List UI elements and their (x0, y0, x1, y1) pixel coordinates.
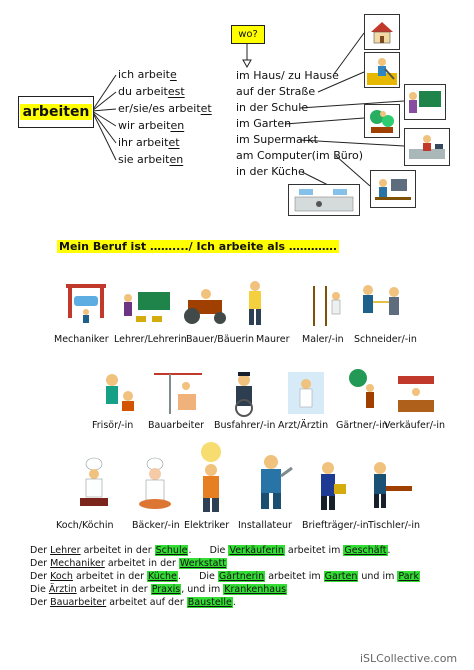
place-item: in der Küche (236, 165, 305, 178)
street-worker-picture (364, 52, 400, 88)
job-label: Elektriker (184, 520, 230, 531)
place-item: im Supermarkt (236, 133, 318, 146)
sentence: Der Mechaniker arbeitet in der Werkstatt (30, 558, 226, 569)
place-item: im Garten (236, 117, 292, 130)
kitchen-icon (289, 185, 359, 215)
house-icon (365, 15, 399, 49)
street-worker-icon (365, 53, 399, 87)
sentence: Der Bauarbeiter arbeitet auf der Baustelle. (30, 597, 236, 608)
job-label: Maler/-in (302, 334, 344, 345)
places-list (236, 68, 363, 180)
place-item: am Computer(im Büro) (236, 149, 364, 162)
conjugation-row: ihr arbeitet (118, 136, 180, 149)
wo-question-box: wo? (231, 25, 265, 44)
conjugation-row: sie arbeiten (118, 153, 184, 166)
place-item: in der Schule (236, 101, 309, 114)
doctor-icon (286, 370, 326, 416)
sentence: Der Koch arbeitet in der Küche. Die Gärtnerin arbeitet im Garten und im Park (30, 571, 419, 582)
job-label: Gärtner/-in (336, 420, 388, 431)
section-heading: Mein Beruf ist ……..../ Ich arbeite als …………. (59, 240, 338, 253)
conjugation-row: er/sie/es arbeitet (118, 102, 212, 115)
supermarket-picture (404, 128, 450, 166)
sentence: Der Lehrer arbeitet in der Schule. Die Verkäuferin arbeitet im Geschäft. (30, 545, 391, 556)
mason-icon (238, 278, 272, 328)
conjugation-row: du arbeitest (118, 85, 185, 98)
conjugation-row: wir arbeiten (118, 119, 185, 132)
job-label: Busfahrer/-in (214, 420, 276, 431)
gardener-icon (365, 105, 399, 137)
gardener-job-icon (344, 368, 382, 418)
job-label: Briefträger/-in (302, 520, 369, 531)
job-label: Frisör/-in (92, 420, 134, 431)
carpenter-icon (360, 456, 416, 514)
verb-box (18, 96, 94, 128)
job-label: Bauer/Bäuerin (186, 334, 255, 345)
construction-worker-icon (150, 364, 206, 418)
cook-icon (70, 456, 118, 512)
place-item: im Haus/ zu Hause (236, 69, 339, 82)
hairdresser-icon (98, 368, 138, 416)
job-label: Tischler/-in (368, 520, 421, 531)
installer-icon (246, 452, 296, 514)
cashier-icon (405, 129, 449, 165)
office-picture (370, 170, 416, 208)
mechanic-icon (62, 278, 110, 328)
conjugation-row: ich arbeite (118, 68, 177, 81)
job-label: Maurer (256, 334, 290, 345)
job-label: Schneider/-in (354, 334, 417, 345)
house-picture (364, 14, 400, 50)
job-label: Mechaniker (54, 334, 109, 345)
painter-icon (306, 282, 346, 328)
verb-label: arbeiten (20, 104, 93, 120)
salesperson-icon (394, 370, 438, 416)
garden-picture (364, 104, 400, 138)
job-label: Arzt/Ärztin (278, 420, 329, 431)
job-label: Bäcker/-in (132, 520, 180, 531)
footer-watermark: iSLCollective.com (360, 652, 458, 665)
sentence: Die Ärztin arbeitet in der Praxis, und im Krankenhaus (30, 584, 287, 595)
bus-driver-icon (222, 368, 266, 418)
job-label: Verkäufer/-in (384, 420, 446, 431)
job-label: Bauarbeiter (148, 420, 205, 431)
school-picture (404, 84, 446, 120)
postman-icon (306, 458, 352, 514)
job-label: Installateur (238, 520, 292, 531)
conjugation-list (118, 66, 212, 168)
job-label: Koch/Köchin (56, 520, 114, 531)
tailor-icon (354, 280, 410, 328)
job-label: Lehrer/Lehrerin (114, 334, 187, 345)
teacher-icon (118, 288, 174, 328)
teacher-board-icon (405, 85, 445, 119)
place-item: auf der Straße (236, 85, 316, 98)
farmer-icon (180, 284, 234, 328)
baker-icon (132, 456, 178, 512)
kitchen-picture (288, 184, 360, 216)
electrician-icon (186, 440, 236, 516)
computer-worker-icon (371, 171, 415, 207)
